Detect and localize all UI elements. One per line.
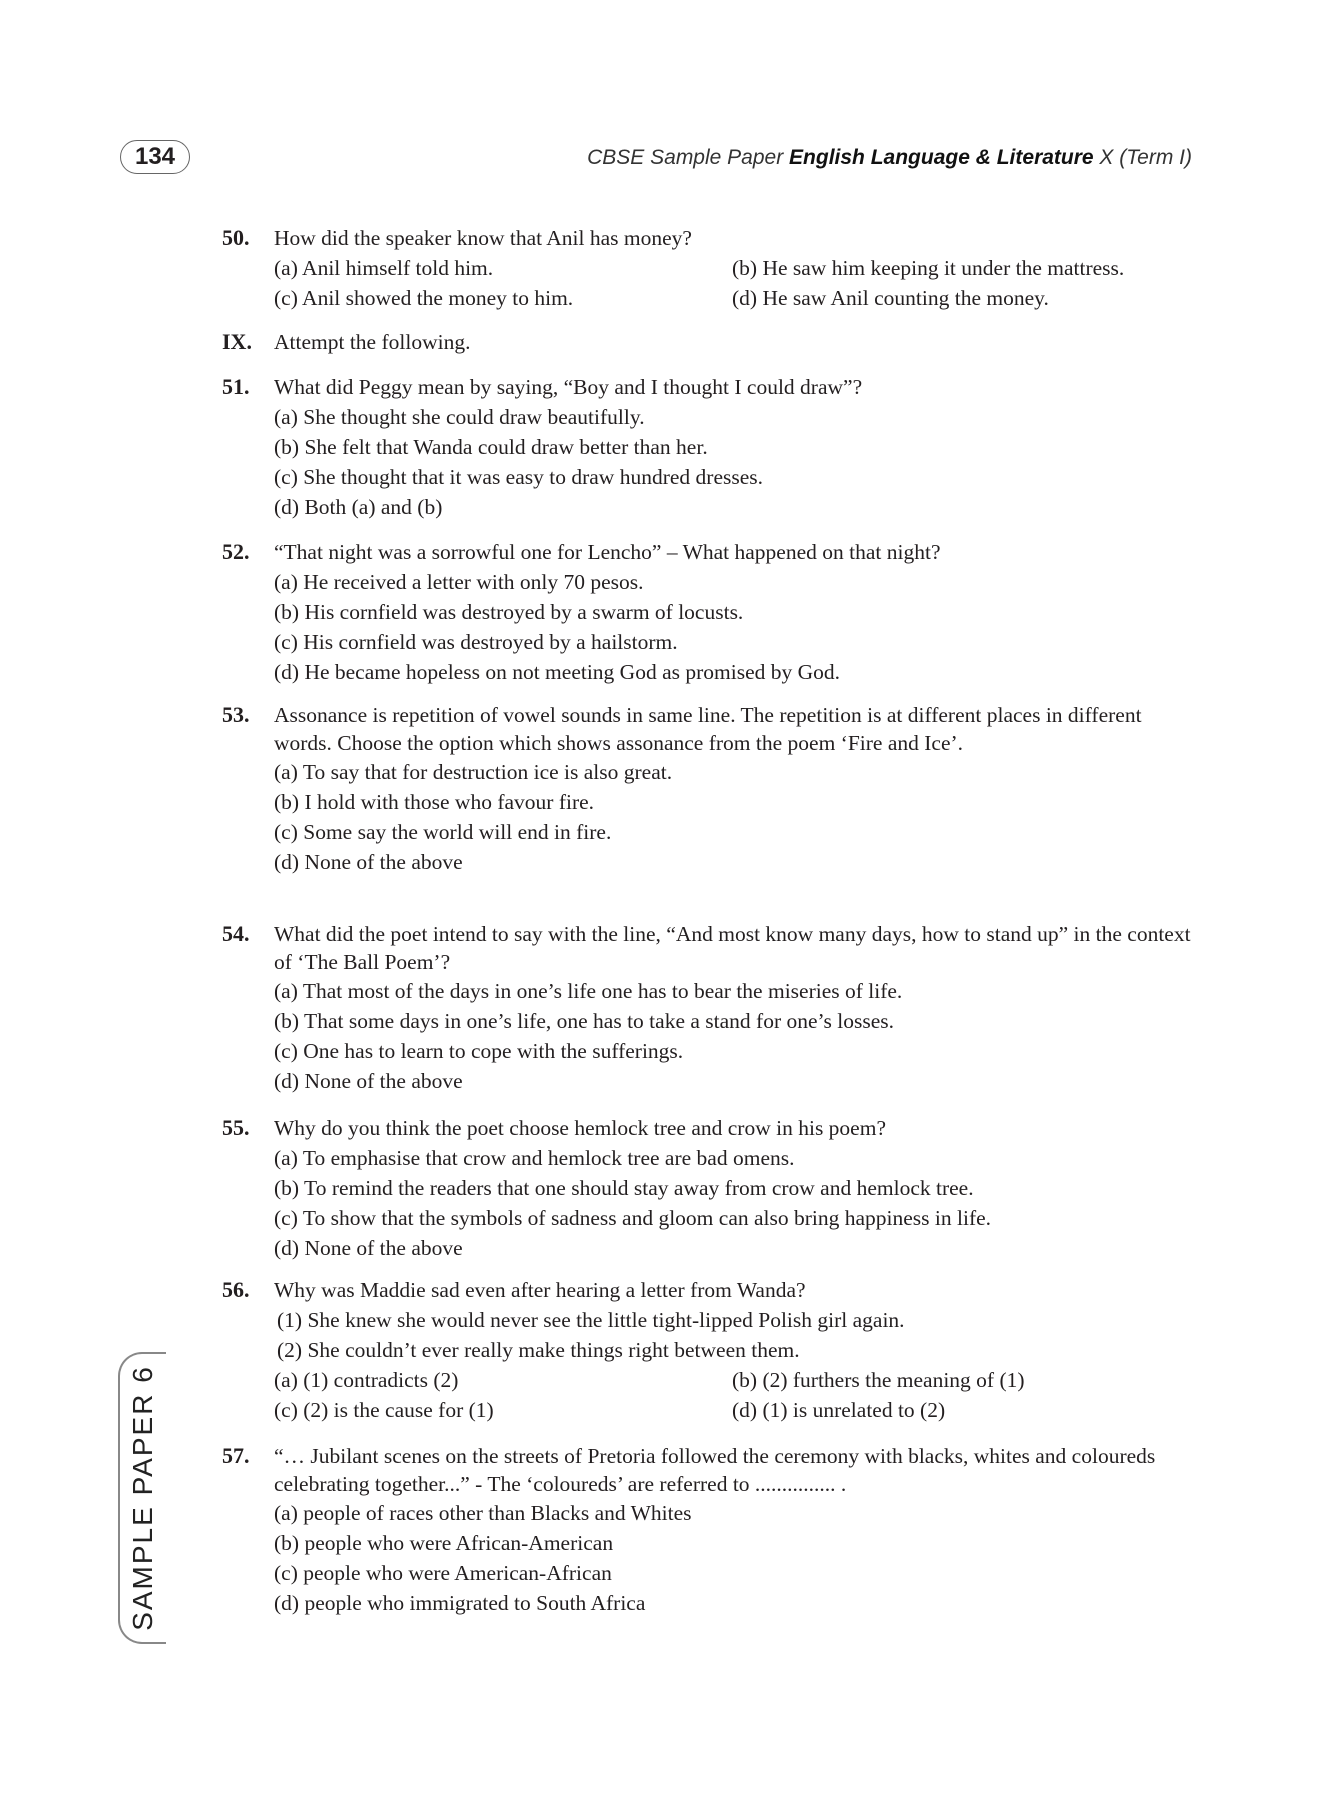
question-number: 52. [222,539,250,564]
running-header-prefix: CBSE Sample Paper [587,146,790,169]
question-number: 57. [222,1443,250,1468]
option: (b) She felt that Wanda could draw better than her. [274,435,708,459]
option: (a) That most of the days in one’s life one has to bear the miseries of life. [274,979,903,1003]
question-text: “That night was a sorrowful one for Lencho” – What happened on that night? [274,540,941,564]
question-54 [222,920,1192,1096]
statement: (2) She couldn’t ever really make things right between them. [277,1338,800,1362]
option: (c) people who were American-African [274,1561,612,1585]
option: (c) Anil showed the money to him. [274,286,574,310]
question-50 [222,223,1192,313]
side-tab-label: SAMPLE PAPER 6 [127,1365,158,1631]
question-number: 50. [222,225,250,250]
option: (c) To show that the symbols of sadness and gloom can also bring happiness in life. [274,1206,992,1230]
sample-paper-side-tab [118,1352,166,1644]
question-text: What did Peggy mean by saying, “Boy and I thought I could draw”? [274,375,863,399]
question-56 [222,1275,1192,1425]
section-ix [222,327,1192,357]
question-51 [222,372,1192,522]
question-52 [222,537,1192,687]
option: (a) Anil himself told him. [274,256,494,280]
option: (d) (1) is unrelated to (2) [732,1398,946,1422]
section-instruction: Attempt the following. [274,330,471,354]
question-text: Why do you think the poet choose hemlock tree and crow in his poem? [274,1116,886,1140]
option: (c) (2) is the cause for (1) [274,1398,494,1422]
option: (b) (2) furthers the meaning of (1) [732,1368,1025,1392]
option: (b) To remind the readers that one should stay away from crow and hemlock tree. [274,1176,974,1200]
running-header-suffix: X (Term I) [1093,146,1192,169]
question-number: 54. [222,921,250,946]
option: (d) people who immigrated to South Africa [274,1591,646,1615]
option: (b) people who were African-American [274,1531,614,1555]
option: (c) One has to learn to cope with the sufferings. [274,1039,684,1063]
question-number: 55. [222,1115,250,1140]
option: (d) None of the above [274,1069,463,1093]
statement: (1) She knew she would never see the little tight-lipped Polish girl again. [277,1308,905,1332]
running-header [587,144,1192,172]
option: (a) (1) contradicts (2) [274,1368,459,1392]
question-53 [222,701,1192,877]
question-number: 53. [222,702,250,727]
option: (a) people of races other than Blacks and Whites [274,1501,692,1525]
option: (c) Some say the world will end in fire. [274,820,612,844]
question-text: How did the speaker know that Anil has money? [274,226,692,250]
question-55 [222,1113,1192,1263]
section-number: IX. [222,329,252,354]
question-number: 51. [222,374,250,399]
option: (b) I hold with those who favour fire. [274,790,595,814]
option: (d) He became hopeless on not meeting God as promised by God. [274,660,841,684]
option: (d) Both (a) and (b) [274,495,443,519]
option: (d) He saw Anil counting the money. [732,286,1049,310]
option: (c) She thought that it was easy to draw hundred dresses. [274,465,764,489]
page-number: 134 [120,140,190,174]
question-number: 56. [222,1277,250,1302]
question-57 [222,1442,1192,1618]
option: (c) His cornfield was destroyed by a hailstorm. [274,630,678,654]
option: (d) None of the above [274,850,463,874]
option: (b) He saw him keeping it under the mattress. [732,256,1125,280]
question-text: Why was Maddie sad even after hearing a letter from Wanda? [274,1278,806,1302]
option: (a) She thought she could draw beautifully. [274,405,645,429]
option: (a) To say that for destruction ice is also great. [274,760,673,784]
option: (d) None of the above [274,1236,463,1260]
option: (a) He received a letter with only 70 pesos. [274,570,644,594]
option: (b) That some days in one’s life, one has to take a stand for one’s losses. [274,1009,894,1033]
question-text: “… Jubilant scenes on the streets of Pretoria followed the ceremony with blacks, whites and coloureds celebrating together...” - The ‘coloureds’ are referred to ............... . [274,1444,1156,1496]
option: (a) To emphasise that crow and hemlock tree are bad omens. [274,1146,795,1170]
question-text: What did the poet intend to say with the line, “And most know many days, how to stand up” in the context of ‘The Ball Poem’? [274,922,1191,974]
option: (b) His cornfield was destroyed by a swarm of locusts. [274,600,744,624]
running-header-title: English Language & Literature [789,146,1094,169]
question-text: Assonance is repetition of vowel sounds in same line. The repetition is at different places in different words. Choose the option which shows assonance from the poem ‘Fire and Ice’. [274,703,1142,755]
